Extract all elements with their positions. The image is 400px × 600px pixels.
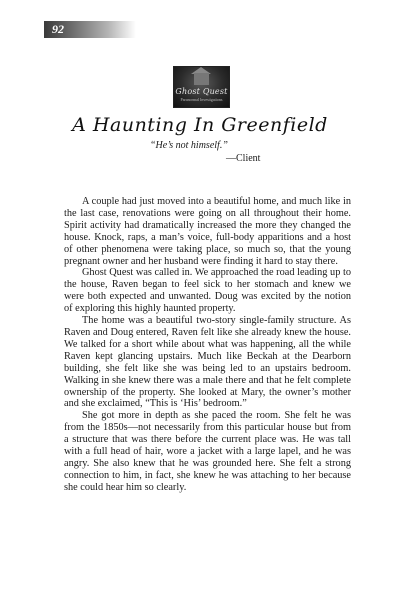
chapter-title: A Haunting In Greenfield — [72, 114, 328, 136]
paragraph: A couple had just moved into a beautiful home, and much like in the last case, renovations were going on all throughout their home. Spirit activity had dramatically increased the more they changed the house. Knock, raps, a man’s voice, full-body apparitions and a host of other phenomena were taking place, so much so, that the young pregnant owner and her husband were finding it hard to stay there. — [64, 196, 351, 267]
logo-text: Ghost Quest — [175, 87, 228, 96]
ghost-quest-logo — [173, 66, 230, 108]
paragraph: She got more in depth as she paced the room. She felt he was from the 1850s—not necessarily from this particular house but from a structure that was there before the current place was. He was tall with a full head of hair, wore a jacket with a large lapel, and he was angry. She also knew that he was grounded here. She felt a strong connection to him, in fact, she knew he was attaching to her because she could hear him so clearly. — [64, 410, 351, 493]
epigraph-quote: “He’s not himself.” — [150, 140, 228, 151]
body-text — [64, 196, 351, 494]
house-icon — [194, 73, 209, 85]
paragraph: The home was a beautiful two-story single-family structure. As Raven and Doug entered, Raven felt like she already knew the house. We talked for a short while about what was happening, all the while Raven kept glancing upstairs. Much like Beckah at the Dearborn building, she felt like she was being led to an upstairs bedroom. Walking in she knew there was a male there and that he felt complete ownership of the property. She looked at Mary, the owner’s mother and she exclaimed, “This is ‘His’ bedroom.” — [64, 315, 351, 410]
paragraph: Ghost Quest was called in. We approached the road leading up to the house, Raven began to feel sick to her stomach and knew we were both expected and unwanted. Doug was excited by the notion of exploring this highly haunted property. — [64, 267, 351, 315]
epigraph-attribution: —Client — [226, 153, 261, 164]
logo-subtext: Paranormal Investigations — [180, 97, 223, 102]
page-number: 92 — [52, 22, 64, 36]
